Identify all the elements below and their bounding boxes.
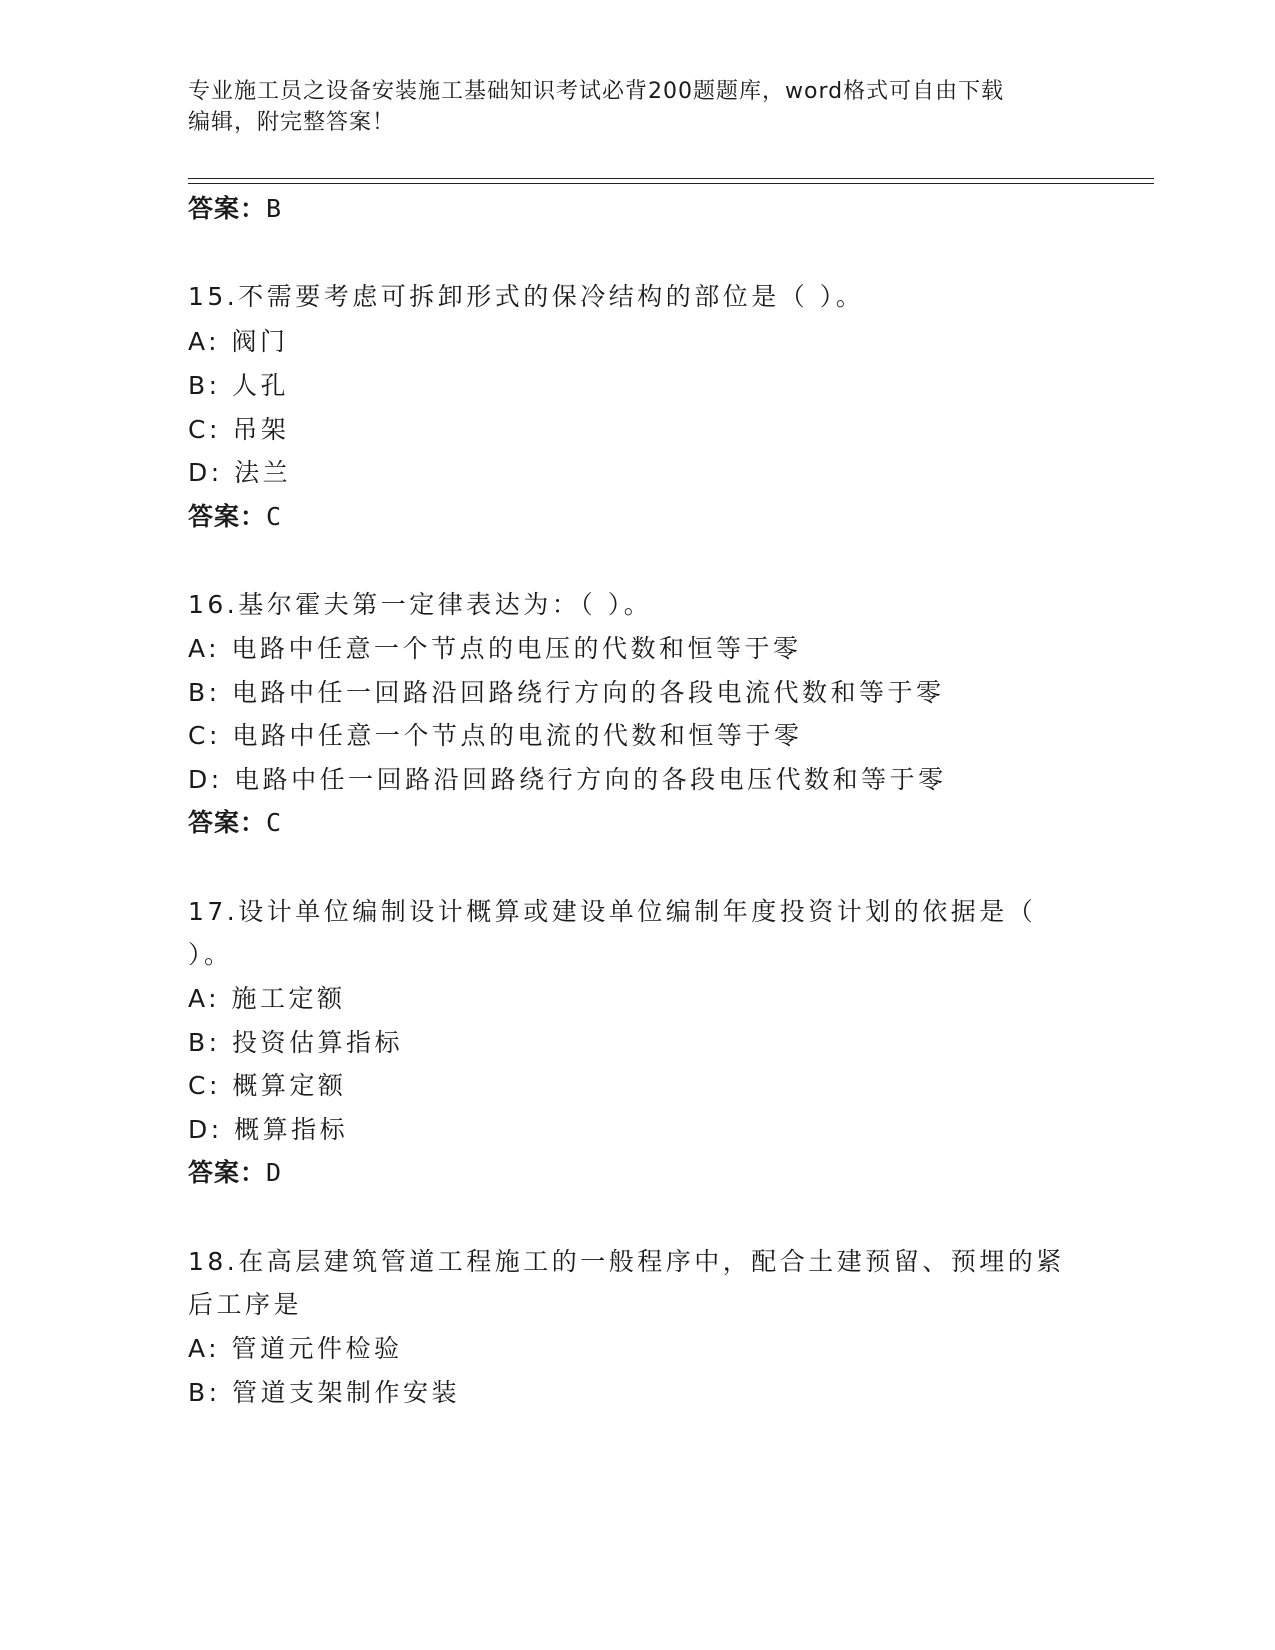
answer-label: 答案：: [188, 194, 267, 223]
q17-option-c: C: 概算定额: [188, 1071, 347, 1100]
answer-15: [188, 500, 282, 534]
question-18-line-1: 18.在高层建筑管道工程施工的一般程序中，配合土建预留、预埋的紧: [188, 1247, 1065, 1276]
q15-option-b: B: 人孔: [188, 371, 290, 400]
q17-option-d: D: 概算指标: [188, 1115, 349, 1144]
q15-option-d: D: 法兰: [188, 458, 292, 487]
q18-option-a: A: 管道元件检验: [188, 1334, 403, 1363]
answer-label: 答案：: [188, 808, 267, 837]
q18-option-b: B: 管道支架制作安装: [188, 1378, 461, 1407]
header-rule-bottom: [188, 183, 1154, 184]
q16-option-a: A: 电路中任意一个节点的电压的代数和恒等于零: [188, 634, 802, 663]
answer-label: 答案：: [188, 502, 267, 531]
header-line-1: 专业施工员之设备安装施工基础知识考试必背200题题库，word格式可自由下载: [188, 79, 1005, 104]
q17-option-b: B: 投资估算指标: [188, 1028, 404, 1057]
q17-option-a: A: 施工定额: [188, 984, 346, 1013]
question-17-line-2: ）。: [188, 940, 233, 969]
answer-17: [188, 1156, 282, 1190]
answer-value: C: [266, 808, 283, 837]
question-18-line-2: 后工序是: [188, 1290, 303, 1319]
header-line-2: 编辑，附完整答案！: [188, 110, 396, 135]
answer-16: [188, 806, 282, 840]
answer-value: B: [266, 194, 283, 223]
header-rule-top: [188, 178, 1154, 179]
answer-label: 答案：: [188, 1158, 267, 1187]
q15-option-c: C: 吊架: [188, 415, 290, 444]
question-17-line-1: 17.设计单位编制设计概算或建设单位编制年度投资计划的依据是（: [188, 897, 1037, 926]
document-header: [188, 76, 1088, 138]
q15-option-a: A: 阀门: [188, 327, 289, 356]
q16-option-b: B: 电路中任一回路沿回路绕行方向的各段电流代数和等于零: [188, 678, 945, 707]
answer-value: C: [266, 502, 283, 531]
question-16: 16.基尔霍夫第一定律表达为：（ ）。: [188, 590, 653, 619]
q16-option-d: D: 电路中任一回路沿回路绕行方向的各段电压代数和等于零: [188, 765, 947, 794]
q16-option-c: C: 电路中任意一个节点的电流的代数和恒等于零: [188, 721, 803, 750]
question-15: 15.不需要考虑可拆卸形式的保冷结构的部位是（ ）。: [188, 282, 865, 311]
answer-value: D: [266, 1158, 283, 1187]
answer-14: [188, 192, 282, 226]
